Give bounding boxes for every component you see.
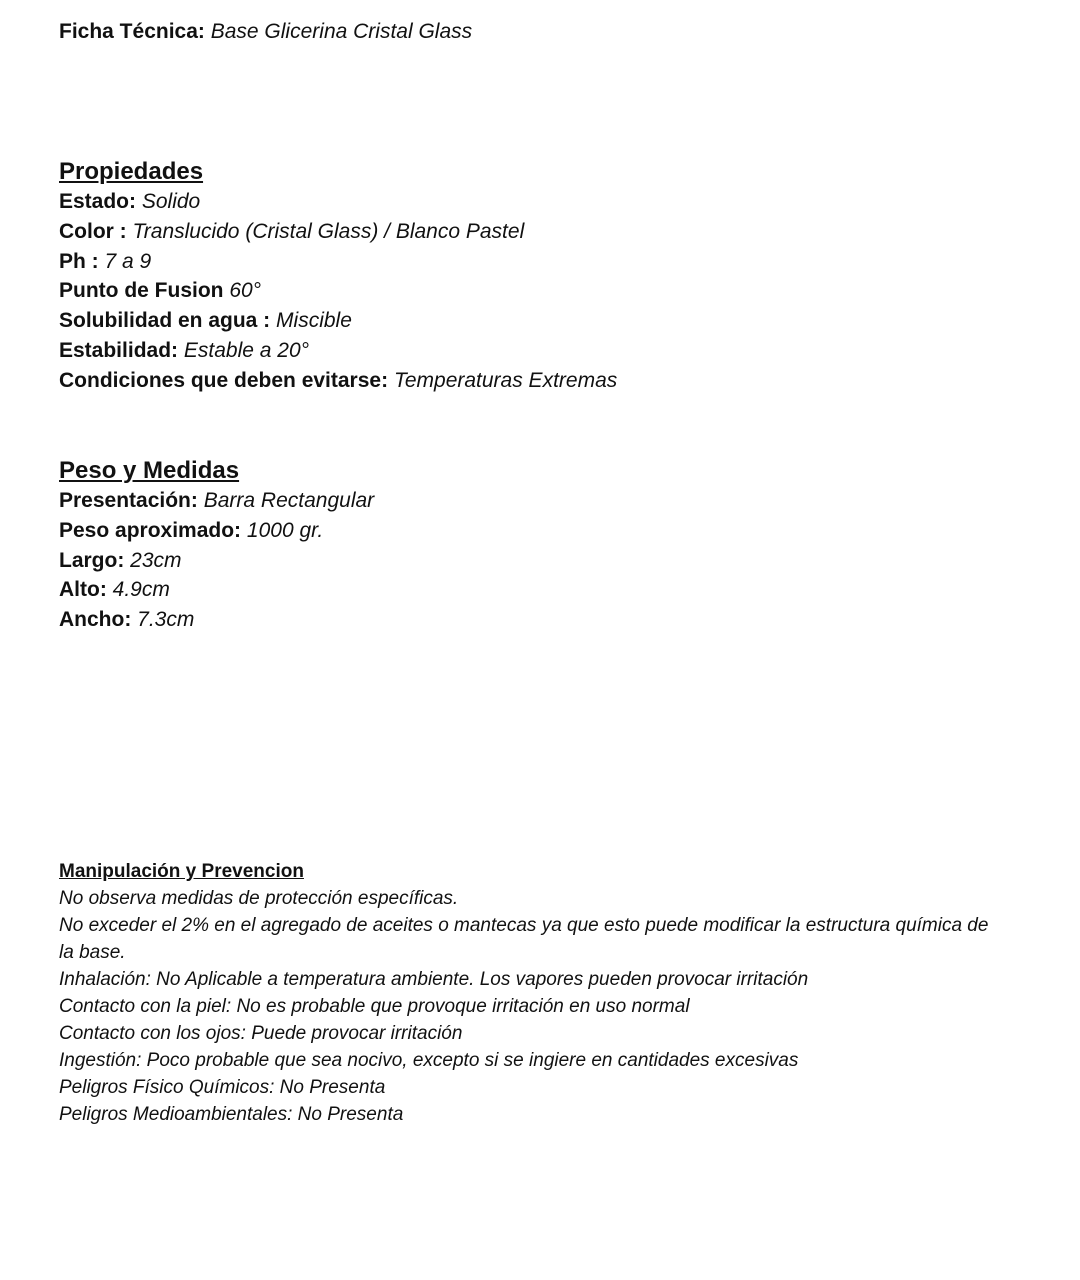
property-value: Estable a 20° — [183, 338, 310, 362]
measure-row-ancho — [59, 605, 1019, 635]
measure-label: Ancho: — [59, 608, 132, 632]
measure-row-alto — [59, 575, 1019, 605]
property-label: Condiciones que deben evitarse: — [59, 368, 389, 392]
section-peso-medidas — [59, 456, 1019, 635]
property-row-color — [59, 217, 1019, 247]
measure-label: Largo: — [59, 548, 125, 572]
document-title — [59, 20, 472, 44]
property-label: Solubilidad en agua : — [59, 309, 271, 333]
measure-value: 7.3cm — [137, 608, 195, 632]
title-label: Ficha Técnica: — [59, 20, 205, 43]
measure-row-presentacion — [59, 486, 1019, 516]
property-label: Estabilidad: — [59, 338, 179, 362]
section-heading-manipulacion: Manipulación y Prevencion — [59, 861, 304, 882]
measure-row-largo — [59, 546, 1019, 576]
manipulacion-line: Inhalación: No Aplicable a temperatura ambiente. Los vapores pueden provocar irritación — [59, 969, 809, 990]
property-label: Ph : — [59, 249, 99, 273]
manipulacion-line: No exceder el 2% en el agregado de aceites o mantecas ya que esto puede modificar la estructura química de la base. — [59, 915, 989, 963]
manipulacion-line: Contacto con los ojos: Puede provocar irritación — [59, 1023, 463, 1044]
property-row-estabilidad — [59, 336, 1019, 366]
property-value: 7 a 9 — [104, 249, 152, 273]
property-row-solubilidad — [59, 306, 1019, 336]
property-value: Miscible — [276, 309, 352, 333]
manipulacion-line: Ingestión: Poco probable que sea nocivo, excepto si se ingiere en cantidades excesivas — [59, 1050, 799, 1071]
section-heading-propiedades: Propiedades — [59, 158, 204, 185]
property-row-condiciones — [59, 366, 1019, 396]
manipulacion-line: No observa medidas de protección específicas. — [59, 888, 459, 909]
manipulacion-line: Contacto con la piel: No es probable que provoque irritación en uso normal — [59, 996, 690, 1017]
measure-label: Alto: — [59, 578, 107, 602]
measure-value: 23cm — [130, 548, 182, 572]
title-value: Base Glicerina Cristal Glass — [210, 20, 473, 43]
manipulacion-line: Peligros Físico Químicos: No Presenta — [59, 1077, 386, 1098]
property-label: Color : — [59, 219, 127, 243]
section-manipulacion — [59, 858, 1019, 1128]
property-value: Translucido (Cristal Glass) / Blanco Pastel — [132, 219, 525, 243]
property-label: Punto de Fusion — [59, 279, 224, 303]
property-value: Solido — [141, 190, 201, 213]
property-row-ph — [59, 247, 1019, 277]
measure-value: 1000 gr. — [246, 518, 324, 542]
section-heading-peso-medidas: Peso y Medidas — [59, 457, 240, 484]
measure-label: Presentación: — [59, 489, 198, 512]
manipulacion-line: Peligros Medioambientales: No Presenta — [59, 1104, 404, 1125]
section-propiedades — [59, 157, 1019, 396]
measure-row-peso — [59, 516, 1019, 546]
measure-value: Barra Rectangular — [203, 489, 375, 512]
property-value: Temperaturas Extremas — [393, 368, 618, 392]
property-label: Estado: — [59, 190, 137, 213]
property-row-estado — [59, 187, 1019, 217]
measure-label: Peso aproximado: — [59, 518, 242, 542]
measure-value: 4.9cm — [112, 578, 170, 602]
property-value: 60° — [229, 279, 262, 303]
property-row-punto-fusion — [59, 276, 1019, 306]
